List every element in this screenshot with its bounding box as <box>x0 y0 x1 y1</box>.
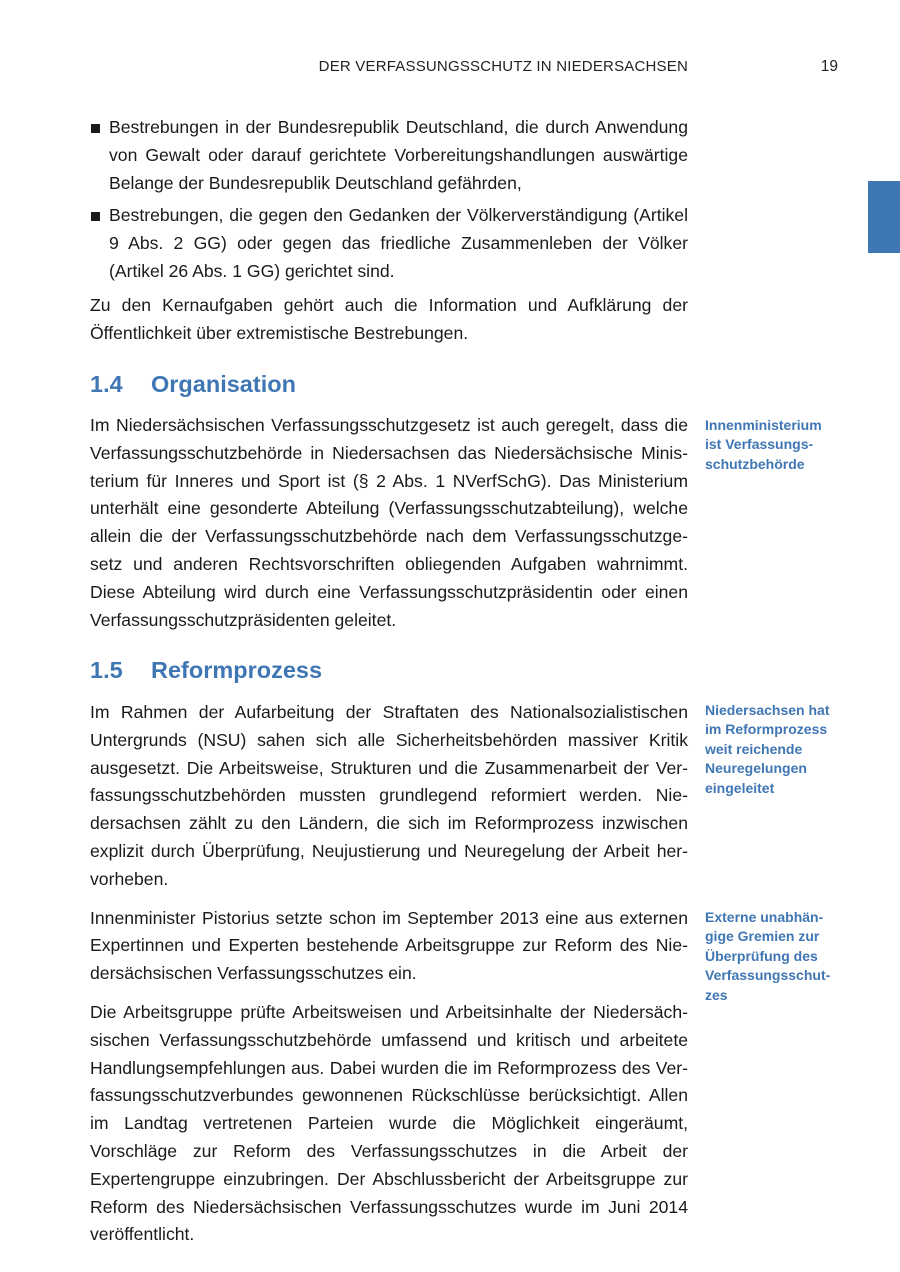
section-1-5-body <box>90 699 688 1249</box>
body-paragraph: Innenminister Pistorius setzte schon im September 2013 eine aus externen Expertinnen und Experten bestehende Arbeitsgruppe zur Reform des Niedersächsischen Verfassungsschutzes ein. <box>90 907 688 984</box>
section-heading-1-5 <box>90 657 322 684</box>
section-heading-1-4 <box>90 371 296 398</box>
page-number: 19 <box>820 58 838 75</box>
bullet-square-icon <box>91 212 100 221</box>
section-number: 1.5 <box>90 657 123 683</box>
section-title: Reformprozess <box>151 657 323 683</box>
section-1-4-body <box>90 412 688 634</box>
intro-paragraph: Zu den Kernaufgaben gehört auch die Information und Aufklärung der Öffentlichkeit über extremistische Bestrebungen. <box>90 294 688 343</box>
margin-note-reformprozess: Niedersachsen hat im Reformprozess weit reichende Neuregelungen eingeleitet <box>705 702 830 796</box>
body-paragraph: Im Rahmen der Aufarbeitung der Straftaten des Nationalsozialistischen Untergrunds (NSU) sahen sich alle Sicherheitsbehörden massiver Kritik ausgesetzt. Die Arbeitsweise, Strukturen und die Zusammenarbeit der Verfassungsschutzbehörden mussten grundlegend reformiert werden. Niedersachsen zählt zu den Ländern, die sich im Reformprozess inzwischen explizit durch Überprüfung, Neujustierung und Neuregelung der Arbeit hervorheben. <box>90 702 688 889</box>
bullet-square-icon <box>91 124 100 133</box>
margin-note-ministerium: Innenministerium ist Verfassungsschutzbehörde <box>705 417 822 472</box>
body-paragraph: Die Arbeitsgruppe prüfte Arbeitsweisen und Arbeitsinhalte der Niedersächsischen Verfassungsschutzbehörde umfassend und kritisch und arbeitete Handlungsempfehlungen aus. Dabei wurden die im Reformprozess des Verfassungsschutzverbundes gewonnenen Rückschlüsse berücksichtigt. Allen im Landtag vertretenen Parteien wurde die Möglichkeit eingeräumt, Vorschläge zur Reform des Verfassungsschutzes in die Arbeit der Expertengruppe einzubringen. Der Abschlussbericht der Arbeitsgruppe zur Reform des Niedersächsischen Verfassungsschutzes wurde im Juni 2014 veröffentlicht. <box>90 1001 688 1245</box>
bullet-text: Bestrebungen in der Bundesrepublik Deutschland, die durch Anwendung von Gewalt oder darauf gerichtete Vorbereitungshandlungen auswärtige Belange der Bundesrepublik Deutschland gefährden, <box>109 117 688 193</box>
section-title: Organisation <box>151 371 296 397</box>
body-paragraph: Im Niedersächsischen Verfassungsschutzgesetz ist auch geregelt, dass die Verfassungsschutzbehörde in Niedersachsen das Niedersächsische Ministerium für Inneres und Sport ist (§ 2 Abs. 1 NVerfSchG). Das Ministerium unterhält eine gesonderte Abteilung (Verfassungsschutzabteilung), welche allein die der Verfassungsschutzbehörde nach dem Verfassungsschutzgesetz und anderen Rechtsvorschriften obliegenden Aufgaben wahrnimmt. Diese Abteilung wird durch eine Verfassungsschutzpräsidentin oder einen Verfassungsschutzpräsidenten geleitet. <box>90 415 688 630</box>
list-item <box>90 202 688 285</box>
intro-bullet-list <box>90 114 688 347</box>
chapter-thumb-tab <box>868 181 900 253</box>
margin-note-gremien: Externe unabhängige Gremien zur Überprüfung des Verfassungsschutzes <box>705 909 831 1003</box>
bullet-text: Bestrebungen, die gegen den Gedanken der Völkerverständigung (Artikel 9 Abs. 2 GG) oder gegen das friedliche Zusammenleben der Völker (Artikel 26 Abs. 1 GG) gerichtet sind. <box>109 205 688 281</box>
section-number: 1.4 <box>90 371 123 397</box>
running-title: DER VERFASSUNGSSCHUTZ IN NIEDERSACHSEN <box>318 58 688 75</box>
list-item <box>90 114 688 197</box>
